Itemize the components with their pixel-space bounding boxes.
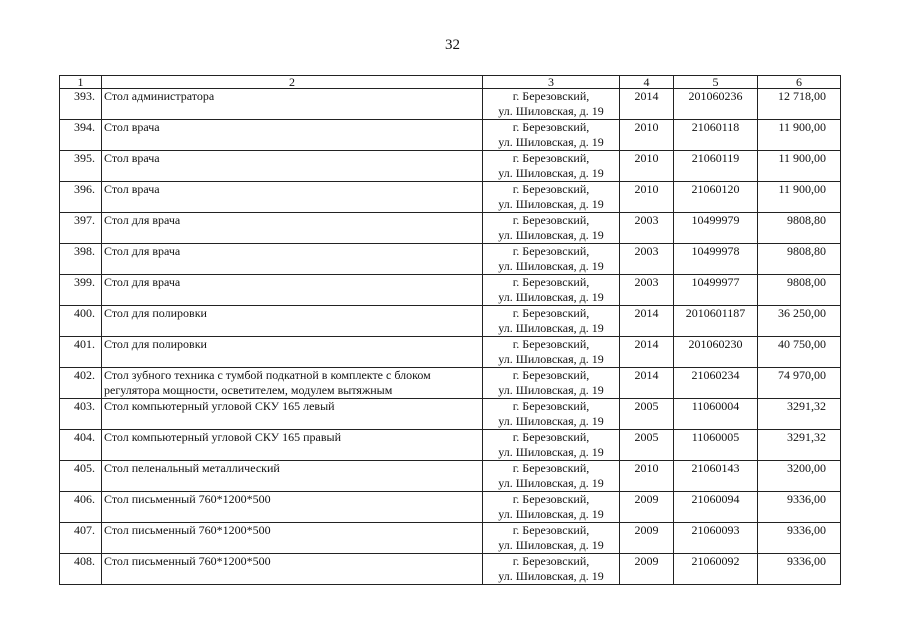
item-name (102, 368, 483, 399)
item-cost: 36 250,00 (758, 306, 841, 337)
table-row (60, 523, 841, 554)
address-line: ул. Шиловская, д. 19 (498, 166, 604, 180)
table-row (60, 120, 841, 151)
address-line: г. Березовский, (512, 244, 590, 258)
item-address (483, 120, 620, 151)
page-number: 32 (445, 37, 460, 53)
item-address (483, 213, 620, 244)
col-header-4: 4 (620, 76, 674, 89)
inventory-number: 21060092 (674, 554, 758, 585)
item-year: 2010 (620, 120, 674, 151)
row-number: 396. (60, 182, 102, 213)
col-header-1: 1 (60, 76, 102, 89)
item-name-line: Стол врача (104, 120, 160, 134)
address-line: г. Березовский, (512, 461, 590, 475)
address-line: ул. Шиловская, д. 19 (498, 476, 604, 490)
item-address (483, 151, 620, 182)
col-header-3: 3 (483, 76, 620, 89)
item-year: 2009 (620, 523, 674, 554)
item-name-line: Стол для врача (104, 213, 181, 227)
address-line: г. Березовский, (512, 213, 590, 227)
item-name (102, 306, 483, 337)
inventory-number: 2010601187 (674, 306, 758, 337)
row-number: 400. (60, 306, 102, 337)
inventory-number: 11060005 (674, 430, 758, 461)
item-address (483, 554, 620, 585)
address-line: ул. Шиловская, д. 19 (498, 228, 604, 242)
item-name-line: Стол администратора (104, 89, 215, 103)
item-cost: 9808,00 (758, 275, 841, 306)
inventory-number: 10499978 (674, 244, 758, 275)
item-address (483, 182, 620, 213)
item-address (483, 306, 620, 337)
item-year: 2014 (620, 89, 674, 120)
column-number-header (60, 76, 841, 89)
row-number: 408. (60, 554, 102, 585)
inventory-number: 201060236 (674, 89, 758, 120)
table-row (60, 368, 841, 399)
address-line: г. Березовский, (512, 337, 590, 351)
item-name (102, 461, 483, 492)
item-cost: 3291,32 (758, 399, 841, 430)
address-line: г. Березовский, (512, 523, 590, 537)
item-name-line: Стол компьютерный угловой СКУ 165 левый (104, 399, 335, 413)
table-row (60, 151, 841, 182)
item-name (102, 337, 483, 368)
inventory-number: 11060004 (674, 399, 758, 430)
item-address (483, 244, 620, 275)
inventory-number: 21060093 (674, 523, 758, 554)
item-year: 2005 (620, 399, 674, 430)
inventory-number: 21060118 (674, 120, 758, 151)
row-number: 393. (60, 89, 102, 120)
address-line: ул. Шиловская, д. 19 (498, 135, 604, 149)
item-cost: 3200,00 (758, 461, 841, 492)
item-address (483, 399, 620, 430)
item-name-line: Стол компьютерный угловой СКУ 165 правый (104, 430, 341, 444)
item-name (102, 554, 483, 585)
address-line: ул. Шиловская, д. 19 (498, 321, 604, 335)
item-name (102, 492, 483, 523)
address-line: г. Березовский, (512, 275, 590, 289)
item-name (102, 275, 483, 306)
row-number: 402. (60, 368, 102, 399)
address-line: ул. Шиловская, д. 19 (498, 197, 604, 211)
address-line: ул. Шиловская, д. 19 (498, 259, 604, 273)
address-line: ул. Шиловская, д. 19 (498, 414, 604, 428)
row-number: 404. (60, 430, 102, 461)
address-line: г. Березовский, (512, 492, 590, 506)
item-year: 2005 (620, 430, 674, 461)
item-name-line: Стол врача (104, 151, 160, 165)
address-line: г. Березовский, (512, 368, 590, 382)
address-line: ул. Шиловская, д. 19 (498, 507, 604, 521)
item-address (483, 275, 620, 306)
item-name (102, 213, 483, 244)
item-name-line: Стол для полировки (104, 306, 207, 320)
row-number: 403. (60, 399, 102, 430)
item-cost: 40 750,00 (758, 337, 841, 368)
col-header-5: 5 (674, 76, 758, 89)
address-line: г. Березовский, (512, 89, 590, 103)
inventory-number: 21060119 (674, 151, 758, 182)
item-cost: 12 718,00 (758, 89, 841, 120)
item-year: 2014 (620, 306, 674, 337)
address-line: г. Березовский, (512, 554, 590, 568)
item-year: 2010 (620, 151, 674, 182)
item-year: 2009 (620, 492, 674, 523)
item-name-line: Стол письменный 760*1200*500 (104, 492, 271, 506)
row-number: 395. (60, 151, 102, 182)
item-name-line: регулятора мощности, осветителем, модулем вытяжным (104, 383, 393, 397)
item-address (483, 523, 620, 554)
inventory-table (59, 75, 841, 585)
table-row (60, 213, 841, 244)
item-address (483, 430, 620, 461)
item-name-line: Стол для полировки (104, 337, 207, 351)
item-cost: 9336,00 (758, 523, 841, 554)
row-number: 399. (60, 275, 102, 306)
item-name-line: Стол письменный 760*1200*500 (104, 523, 271, 537)
item-name (102, 399, 483, 430)
col-header-6: 6 (758, 76, 841, 89)
item-cost: 9336,00 (758, 554, 841, 585)
table-row (60, 492, 841, 523)
item-address (483, 461, 620, 492)
item-name (102, 244, 483, 275)
item-name-line: Стол для врача (104, 244, 181, 258)
row-number: 401. (60, 337, 102, 368)
table-row (60, 461, 841, 492)
inventory-number: 10499977 (674, 275, 758, 306)
item-cost: 9336,00 (758, 492, 841, 523)
item-name (102, 523, 483, 554)
item-year: 2014 (620, 368, 674, 399)
row-number: 398. (60, 244, 102, 275)
item-name (102, 182, 483, 213)
address-line: ул. Шиловская, д. 19 (498, 569, 604, 583)
address-line: ул. Шиловская, д. 19 (498, 104, 604, 118)
item-cost: 11 900,00 (758, 182, 841, 213)
address-line: г. Березовский, (512, 306, 590, 320)
row-number: 407. (60, 523, 102, 554)
inventory-number: 201060230 (674, 337, 758, 368)
table-row (60, 337, 841, 368)
item-year: 2010 (620, 461, 674, 492)
item-year: 2014 (620, 337, 674, 368)
inventory-number: 21060143 (674, 461, 758, 492)
address-line: ул. Шиловская, д. 19 (498, 538, 604, 552)
table-row (60, 430, 841, 461)
item-name-line: Стол пеленальный металлический (104, 461, 280, 475)
address-line: г. Березовский, (512, 120, 590, 134)
row-number: 394. (60, 120, 102, 151)
table-row (60, 182, 841, 213)
row-number: 405. (60, 461, 102, 492)
table-row (60, 554, 841, 585)
inventory-number: 21060094 (674, 492, 758, 523)
inventory-number: 21060120 (674, 182, 758, 213)
address-line: г. Березовский, (512, 399, 590, 413)
address-line: ул. Шиловская, д. 19 (498, 352, 604, 366)
inventory-number: 21060234 (674, 368, 758, 399)
item-name-line: Стол зубного техника с тумбой подкатной в комплекте с блоком (104, 368, 431, 382)
address-line: ул. Шиловская, д. 19 (498, 445, 604, 459)
item-name-line: Стол для врача (104, 275, 181, 289)
address-line: г. Березовский, (512, 182, 590, 196)
item-cost: 9808,80 (758, 244, 841, 275)
col-header-2: 2 (102, 76, 483, 89)
table-row (60, 89, 841, 120)
item-cost: 9808,80 (758, 213, 841, 244)
table-row (60, 399, 841, 430)
item-cost: 11 900,00 (758, 120, 841, 151)
item-address (483, 368, 620, 399)
item-year: 2003 (620, 213, 674, 244)
item-address (483, 337, 620, 368)
item-cost: 11 900,00 (758, 151, 841, 182)
item-address (483, 492, 620, 523)
item-name-line: Стол врача (104, 182, 160, 196)
item-name-line: Стол письменный 760*1200*500 (104, 554, 271, 568)
row-number: 397. (60, 213, 102, 244)
item-year: 2010 (620, 182, 674, 213)
item-year: 2003 (620, 244, 674, 275)
item-name (102, 120, 483, 151)
item-name (102, 430, 483, 461)
item-year: 2009 (620, 554, 674, 585)
item-name (102, 151, 483, 182)
address-line: г. Березовский, (512, 430, 590, 444)
row-number: 406. (60, 492, 102, 523)
inventory-number: 10499979 (674, 213, 758, 244)
address-line: ул. Шиловская, д. 19 (498, 383, 604, 397)
address-line: г. Березовский, (512, 151, 590, 165)
item-year: 2003 (620, 275, 674, 306)
item-cost: 74 970,00 (758, 368, 841, 399)
table-row (60, 275, 841, 306)
item-address (483, 89, 620, 120)
item-name (102, 89, 483, 120)
item-cost: 3291,32 (758, 430, 841, 461)
table-row (60, 306, 841, 337)
address-line: ул. Шиловская, д. 19 (498, 290, 604, 304)
table-row (60, 244, 841, 275)
